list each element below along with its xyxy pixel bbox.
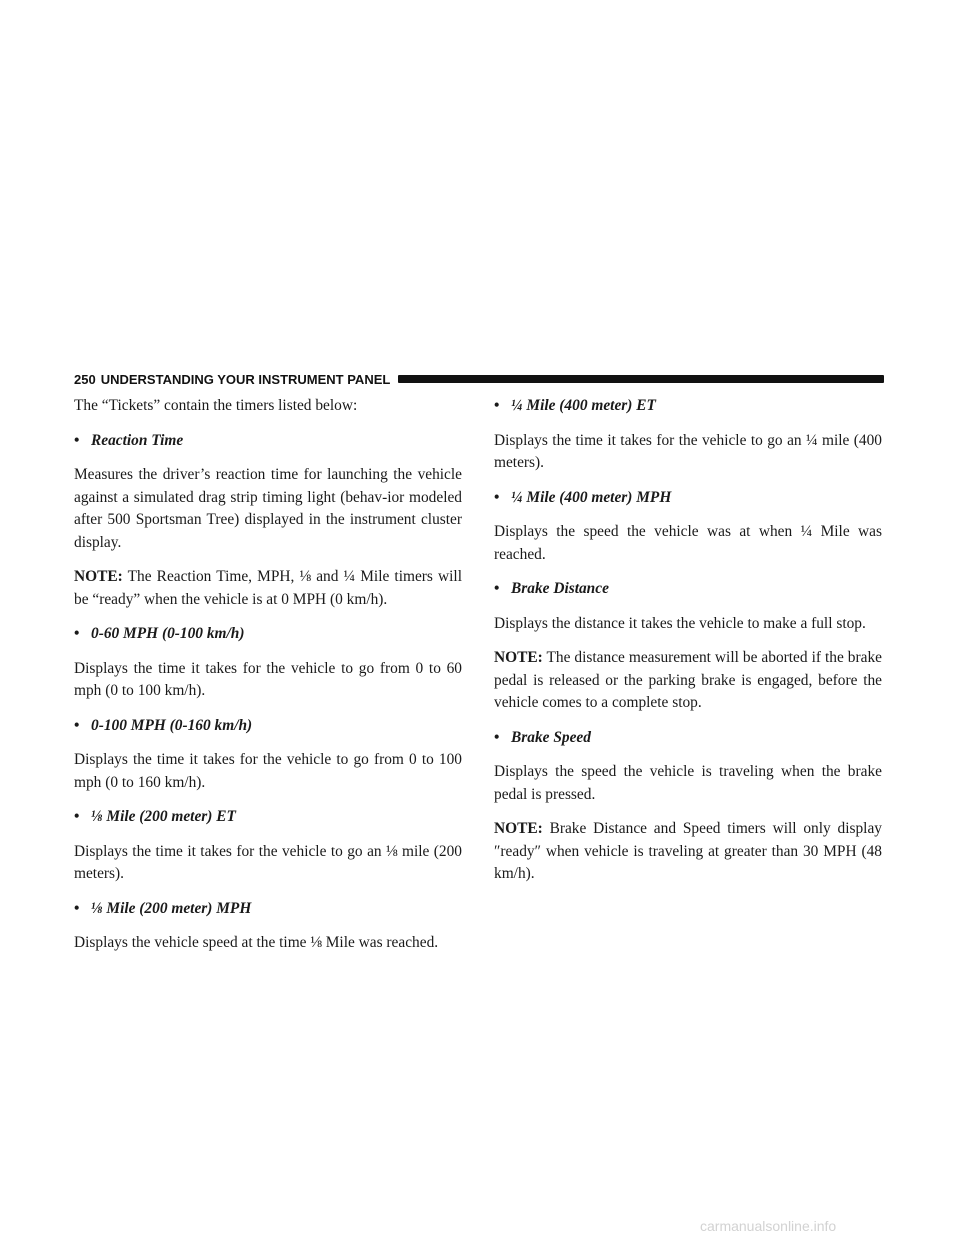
watermark: carmanualsonline.info [700, 1218, 837, 1234]
header-rule [398, 375, 884, 383]
bullet-quarter-mile-mph: • ¼ Mile (400 meter) MPH [494, 487, 882, 510]
right-column [494, 395, 882, 898]
bullet-0-60: • 0-60 MPH (0-100 km/h) [74, 623, 462, 646]
note-brake-timers: NOTE: Brake Distance and Speed timers will only display ″ready″ when vehicle is traveling at greater than 30 MPH (48 km/h). [494, 820, 882, 882]
zero-sixty-description: Displays the time it takes for the vehicle to go from 0 to 60 mph (0 to 100 km/h). [74, 659, 462, 699]
brake-distance-description: Displays the distance it takes the vehicle to make a full stop. [494, 614, 866, 632]
bullet-quarter-mile-et: • ¼ Mile (400 meter) ET [494, 395, 882, 418]
page-header [74, 369, 884, 389]
bullet-dot-icon: • [494, 488, 500, 506]
bullet-dot-icon: • [494, 397, 500, 414]
bullet-brake-distance: • Brake Distance [494, 578, 882, 601]
bullet-0-100: • 0-100 MPH (0-160 km/h) [74, 715, 462, 738]
page-number: 250 [74, 371, 96, 387]
reaction-time-description: Measures the driver’s reaction time for launching the vehicle against a simulated drag strip timing light (behav-ior modeled after 500 Sportsman Tree) displayed in the instrument cluster display. [74, 466, 462, 551]
note-reaction-timers: NOTE: The Reaction Time, MPH, ⅛ and ¼ Mile timers will be “ready” when the vehicle is at 0 MPH (0 km/h). [74, 568, 462, 608]
intro-paragraph: The “Tickets” contain the timers listed below: [74, 397, 358, 414]
bullet-dot-icon: • [74, 625, 80, 642]
eighth-mile-et-description: Displays the time it takes for the vehicle to go an ⅛ mile (200 meters). [74, 842, 462, 882]
bullet-brake-speed: • Brake Speed [494, 727, 882, 750]
bullet-eighth-mile-et: • ⅛ Mile (200 meter) ET [74, 806, 462, 829]
bullet-dot-icon: • [74, 716, 80, 734]
section-title: UNDERSTANDING YOUR INSTRUMENT PANEL [100, 371, 391, 387]
bullet-reaction-time: • Reaction Time [74, 430, 462, 453]
bullet-dot-icon: • [74, 808, 80, 825]
bullet-eighth-mile-mph: • ⅛ Mile (200 meter) MPH [74, 898, 462, 921]
bullet-dot-icon: • [74, 899, 80, 917]
left-column [74, 395, 462, 967]
eighth-mile-mph-description: Displays the vehicle speed at the time ⅛ Mile was reached. [74, 934, 439, 951]
note-brake-distance: NOTE: The distance measurement will be aborted if the brake pedal is released or the parking brake is engaged, before the vehicle comes to a complete stop. [494, 649, 882, 711]
quarter-mile-mph-description: Displays the speed the vehicle was at when ¼ Mile was reached. [494, 523, 882, 563]
bullet-dot-icon: • [74, 431, 80, 449]
zero-hundred-description: Displays the time it takes for the vehicle to go from 0 to 100 mph (0 to 160 km/h). [74, 751, 462, 791]
bullet-dot-icon: • [494, 728, 500, 746]
quarter-mile-et-description: Displays the time it takes for the vehicle to go an ¼ mile (400 meters). [494, 431, 882, 471]
bullet-dot-icon: • [494, 580, 500, 597]
brake-speed-description: Displays the speed the vehicle is traveling when the brake pedal is pressed. [494, 763, 882, 803]
